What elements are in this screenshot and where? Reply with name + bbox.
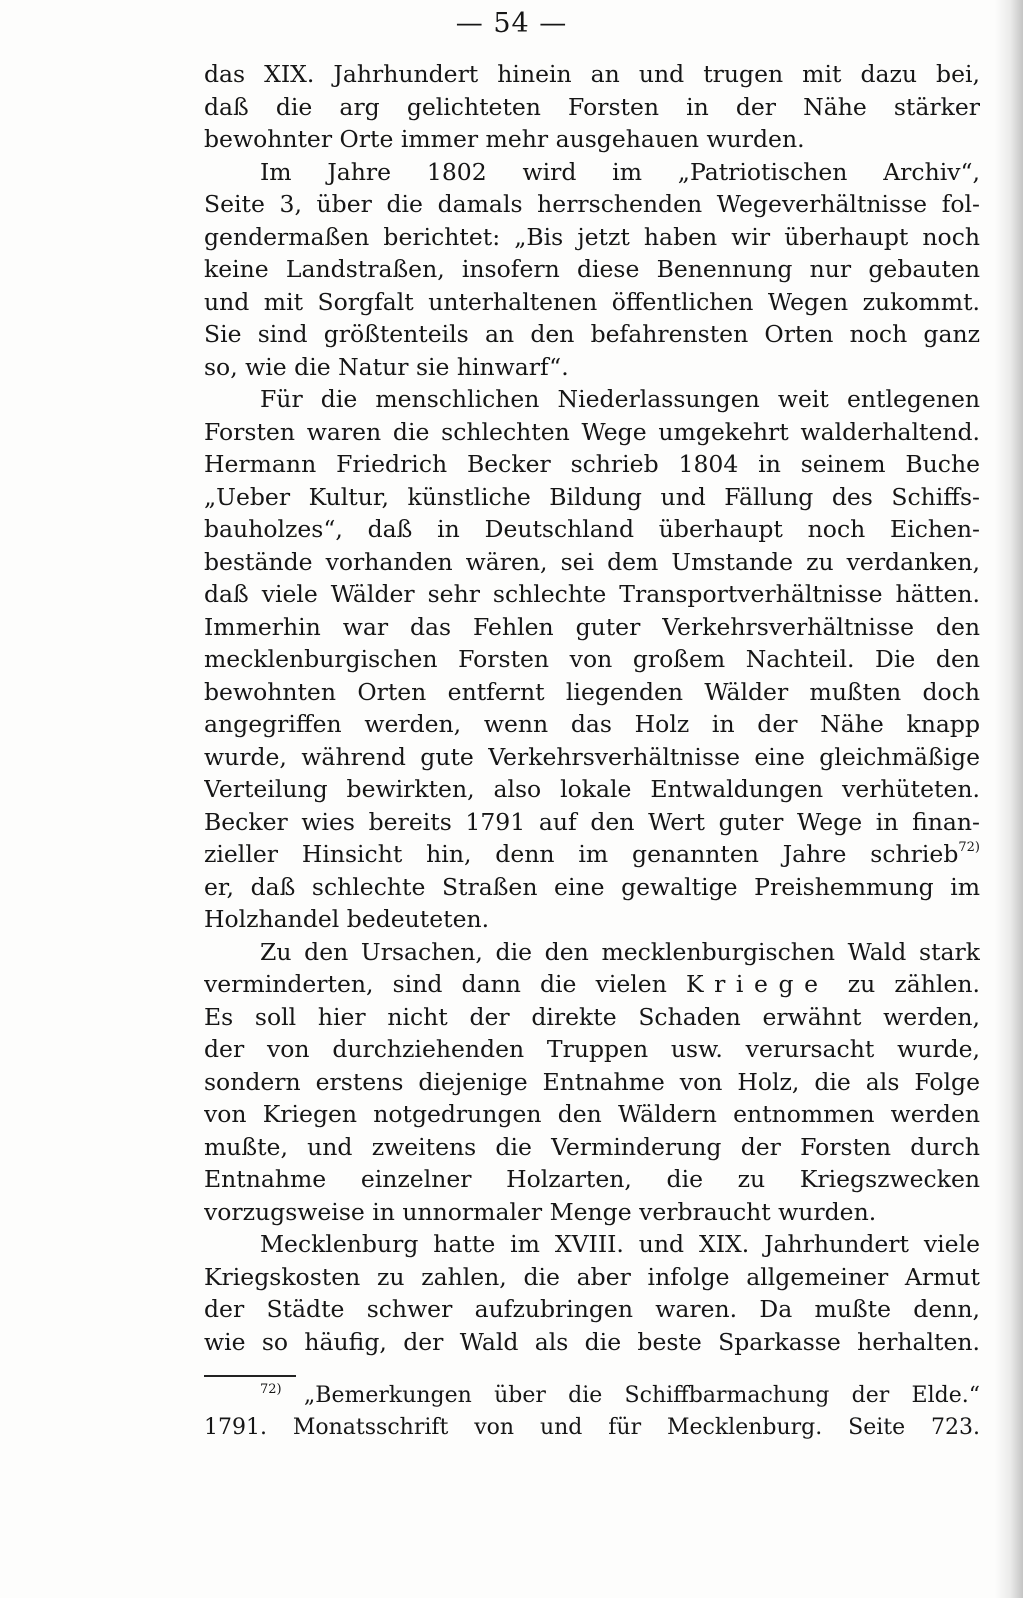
footnote-line <box>204 1380 980 1412</box>
text-line: Hermann Friedrich Becker schrieb 1804 in seinem Buche <box>204 450 980 478</box>
page-number: — 54 — <box>455 8 568 39</box>
text-line: Becker wies bereits 1791 auf den Wert guter Wege in finan- <box>204 807 980 836</box>
text-line: so, wie die Natur sie hinwarf“. <box>204 352 569 381</box>
paragraph-start-line: Für die menschlichen Niederlassungen weit entlegenen <box>260 385 980 413</box>
footnote-line: 1791. Monatsschrift von und für Mecklenburg. Seite 723. <box>204 1415 980 1440</box>
text-line: wurde, während gute Verkehrsverhältnisse eine gleichmäßige <box>204 742 980 771</box>
text-line: Seite 3, über die damals herrschenden Wegeverhältnisse fol- <box>204 190 980 218</box>
text-line: und mit Sorgfalt unterhaltenen öffentlichen Wegen zukommt. <box>204 287 980 316</box>
text-line: bauholzes“, daß in Deutschland überhaupt noch Eichen- <box>204 515 980 543</box>
footnote-text: „Bemerkungen über die Schiffbarmachung der Elde.“ <box>303 1383 980 1408</box>
text-segment: zu zählen. <box>847 970 980 998</box>
text-line: bewohnter Orte immer mehr ausgehauen wurden. <box>204 125 805 153</box>
footnote-reference: 72) <box>958 840 980 855</box>
text-line: Entnahme einzelner Holzarten, die zu Kriegszwecken <box>204 1165 980 1193</box>
text-line: Es soll hier nicht der direkte Schaden erwähnt werden, <box>204 1002 980 1031</box>
text-line: Holzhandel bedeuteten. <box>204 905 490 933</box>
footnote-marker: 72) <box>260 1382 282 1397</box>
text-line-with-emphasis <box>204 968 980 1001</box>
text-line: angegriffen werden, wenn das Holz in der Nähe knapp <box>204 710 980 738</box>
text-line-with-footnote-ref <box>204 838 980 871</box>
text-line: daß die arg gelichteten Forsten in der Nähe stärker <box>204 92 980 121</box>
text-line: der Städte schwer aufzubringen waren. Da mußte denn, <box>204 1295 980 1323</box>
text-line: vorzugsweise in unnormaler Menge verbraucht wurden. <box>204 1197 877 1226</box>
text-line: bewohnten Orten entfernt liegenden Wälder mußten doch <box>204 677 980 706</box>
text-segment: verminderten, sind dann die vielen <box>204 970 667 998</box>
text-line: daß viele Wälder sehr schlechte Transportverhältnisse hätten. <box>204 580 980 608</box>
text-line: Kriegskosten zu zahlen, die aber infolge allgemeiner Armut <box>204 1262 980 1291</box>
body-text <box>204 58 980 1358</box>
text-line: „Ueber Kultur, künstliche Bildung und Fällung des Schiffs- <box>204 482 980 511</box>
text-line: mecklenburgischen Forsten von großem Nachteil. Die den <box>204 645 980 673</box>
paragraph-start-line: Mecklenburg hatte im XVIII. und XIX. Jahrhundert viele <box>260 1230 980 1258</box>
footnote-divider <box>204 1375 296 1377</box>
text-line: gendermaßen berichtet: „Bis jetzt haben wir überhaupt noch <box>204 222 980 251</box>
text-line: das XIX. Jahrhundert hinein an und trugen mit dazu bei, <box>204 60 980 88</box>
text-line: er, daß schlechte Straßen eine gewaltige Preishemmung im <box>204 872 980 901</box>
text-line: Forsten waren die schlechten Wege umgekehrt walderhaltend. <box>204 417 980 446</box>
text-segment: zieller Hinsicht hin, denn im genannten Jahre schrieb <box>204 840 959 868</box>
footnote <box>204 1380 980 1444</box>
text-line: Sie sind größtenteils an den befahrensten Orten noch ganz <box>204 320 980 348</box>
paragraph-start-line: Im Jahre 1802 wird im „Patriotischen Archiv“, <box>260 157 980 186</box>
text-line: keine Landstraßen, insofern diese Benennung nur gebauten <box>204 255 980 283</box>
text-line: sondern erstens diejenige Entnahme von Holz, die als Folge <box>204 1067 980 1096</box>
text-line: von Kriegen notgedrungen den Wäldern entnommen werden <box>204 1100 980 1128</box>
text-line: Immerhin war das Fehlen guter Verkehrsverhältnisse den <box>204 612 980 641</box>
page-edge-shadow <box>995 0 1023 1598</box>
emphasized-word: Kriege <box>685 970 829 998</box>
text-line: bestände vorhanden wären, sei dem Umstande zu verdanken, <box>204 547 980 576</box>
text-line: wie so häufig, der Wald als die beste Sparkasse herhalten. <box>204 1327 980 1356</box>
text-line: der von durchziehenden Truppen usw. verursacht wurde, <box>204 1035 980 1063</box>
paragraph-start-line: Zu den Ursachen, die den mecklenburgischen Wald stark <box>260 937 980 966</box>
text-line: mußte, und zweitens die Verminderung der Forsten durch <box>204 1132 980 1161</box>
text-line: Verteilung bewirkten, also lokale Entwaldungen verhüteten. <box>204 775 980 803</box>
